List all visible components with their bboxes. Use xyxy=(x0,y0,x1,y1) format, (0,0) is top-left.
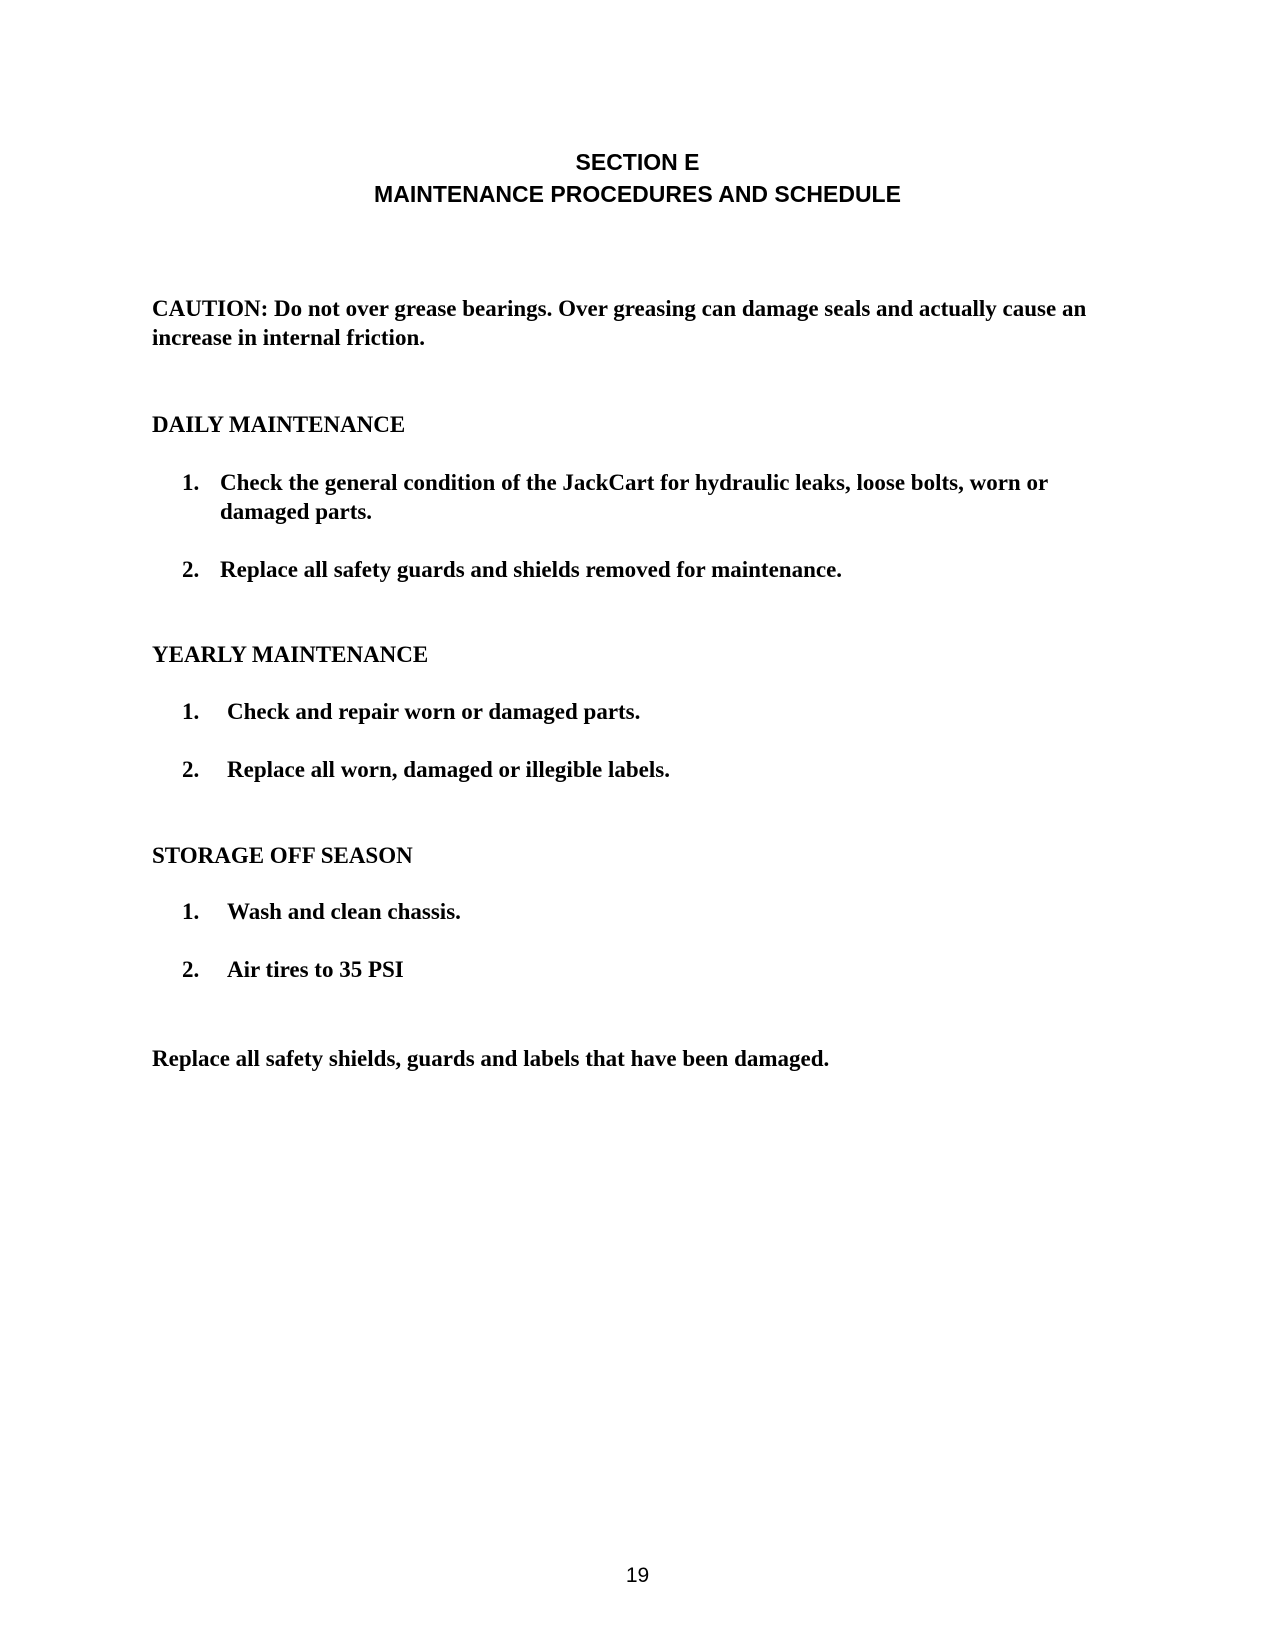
closing-note: Replace all safety shields, guards and labels that have been damaged. xyxy=(152,1046,830,1071)
daily-maintenance-heading: DAILY MAINTENANCE xyxy=(152,412,406,437)
list-item xyxy=(182,755,1142,784)
list-item-number: 1. xyxy=(182,470,200,495)
list-item xyxy=(182,468,1142,526)
list-item-text: Replace all safety guards and shields removed for maintenance. xyxy=(220,557,843,582)
storage-off-season-heading: STORAGE OFF SEASON xyxy=(152,843,413,868)
section-label: SECTION E xyxy=(575,149,700,175)
list-item xyxy=(182,697,1142,726)
list-item-text: Check the general condition of the JackCart for hydraulic leaks, loose bolts, worn or damaged parts. xyxy=(220,470,1048,524)
list-item xyxy=(182,555,1142,584)
page-number: 19 xyxy=(625,1564,650,1587)
caution-note: CAUTION: Do not over grease bearings. Over greasing can damage seals and actually cause an increase in internal friction. xyxy=(152,296,1087,350)
list-item-number: 1. xyxy=(182,899,200,924)
list-item-number: 2. xyxy=(182,757,200,782)
list-item-text: Replace all worn, damaged or illegible labels. xyxy=(227,757,670,782)
list-item xyxy=(182,897,1142,926)
list-item-text: Check and repair worn or damaged parts. xyxy=(227,699,641,724)
page-title: MAINTENANCE PROCEDURES AND SCHEDULE xyxy=(374,181,901,207)
list-item-number: 2. xyxy=(182,557,200,582)
yearly-maintenance-heading: YEARLY MAINTENANCE xyxy=(152,642,429,667)
list-item-number: 2. xyxy=(182,957,200,982)
list-item-text: Air tires to 35 PSI xyxy=(227,957,404,982)
list-item-text: Wash and clean chassis. xyxy=(227,899,461,924)
list-item xyxy=(182,955,1142,984)
list-item-number: 1. xyxy=(182,699,200,724)
